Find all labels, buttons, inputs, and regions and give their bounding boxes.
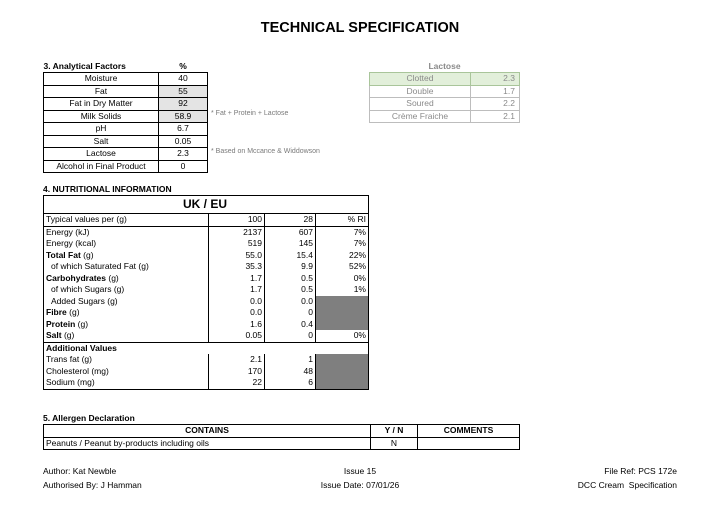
footer-author: Author: Kat Newble [43, 466, 117, 476]
nutrient-label: of which Sugars (g) [51, 284, 125, 294]
nutrient-per-portion: 0.4 [265, 319, 316, 331]
nutrient-label: Energy (kcal) [46, 238, 97, 248]
analytical-row [44, 148, 208, 161]
additional-per-100: 22 [209, 377, 265, 389]
allergen-yn: N [371, 437, 418, 450]
factor-label: Salt [44, 135, 159, 148]
lactose-row [370, 98, 520, 111]
factor-label: Milk Solids [44, 110, 159, 123]
nutrient-ri: 7% [316, 226, 369, 238]
factor-value: 0.05 [159, 135, 208, 148]
additional-row [44, 366, 369, 378]
nutrition-row [44, 250, 369, 262]
nutrient-label: Fibre [46, 307, 67, 317]
factor-value: 6.7 [159, 123, 208, 136]
nutrient-per-100: 1.6 [209, 319, 265, 331]
additional-label: Cholesterol (mg) [46, 365, 109, 376]
nutrient-per-100: 2137 [209, 226, 265, 238]
lactose-value: 2.1 [471, 110, 520, 123]
nutrient-label-cell [44, 250, 209, 262]
unit-g: (g) [108, 272, 119, 283]
factor-label: Lactose [44, 148, 159, 161]
lactose-value: 2.3 [471, 73, 520, 86]
nutrient-label: Salt [46, 330, 62, 340]
nutrition-col-header [44, 214, 369, 227]
nutrient-per-portion: 9.9 [265, 261, 316, 273]
factor-label: Fat in Dry Matter [44, 98, 159, 111]
additional-row [44, 354, 369, 366]
nutrient-per-portion: 145 [265, 238, 316, 250]
factor-label: pH [44, 123, 159, 136]
nutrient-ri: 52% [316, 261, 369, 273]
nutrient-ri-na [316, 296, 369, 308]
nutrient-ri-na [316, 319, 369, 331]
nutrient-per-100: 55.0 [209, 250, 265, 262]
additional-label: Sodium (mg) [46, 377, 95, 387]
per-100-header: 100 [209, 214, 265, 227]
lactose-note: * Based on Mccance & Widdowson [211, 148, 320, 155]
nutrient-label-cell [44, 307, 209, 319]
unit-g: (g) [83, 249, 94, 260]
nutrient-per-100: 0.05 [209, 330, 265, 342]
nutrient-per-100: 0.0 [209, 307, 265, 319]
nutrient-per-100: 1.7 [209, 273, 265, 285]
allergen-comments [418, 437, 520, 450]
additional-per-100: 2.1 [209, 354, 265, 366]
per-portion-header: 28 [265, 214, 316, 227]
lactose-name: Soured [370, 98, 471, 111]
lactose-row [370, 85, 520, 98]
typical-values-label: Typical values per (g) [44, 214, 209, 227]
nutrient-ri-na [316, 307, 369, 319]
additional-per-100: 170 [209, 366, 265, 378]
nutrient-label-cell [44, 273, 209, 285]
lactose-heading: Lactose [428, 61, 461, 71]
additional-ri-na [316, 377, 369, 389]
analytical-row [44, 73, 208, 86]
nutrition-row [44, 238, 369, 250]
nutrient-ri: 7% [316, 238, 369, 250]
additional-label: Trans fat (g) [46, 354, 92, 364]
nutrient-per-portion: 607 [265, 226, 316, 238]
analytical-unit-header: % [179, 61, 187, 71]
factor-value: 55 [159, 85, 208, 98]
factor-label: Alcohol in Final Product [44, 160, 159, 173]
lactose-row [370, 110, 520, 123]
additional-values-heading: Additional Values [44, 342, 369, 354]
nutrient-per-portion: 0 [265, 330, 316, 342]
nutrition-row [44, 330, 369, 342]
allergen-table [43, 424, 520, 450]
nutrient-per-portion: 15.4 [265, 250, 316, 262]
allergen-heading: 5. Allergen Declaration [43, 413, 135, 423]
nutrient-ri: 0% [316, 330, 369, 342]
contains-header: CONTAINS [44, 425, 371, 438]
nutrition-row [44, 319, 369, 331]
page-title: TECHNICAL SPECIFICATION [260, 20, 460, 36]
nutrient-per-100: 35.3 [209, 261, 265, 273]
lactose-value: 2.2 [471, 98, 520, 111]
nutrition-row [44, 284, 369, 296]
footer-issue-date: Issue Date: 07/01/26 [320, 480, 400, 490]
nutrition-row [44, 307, 369, 319]
allergen-item: Peanuts / Peanut by-products including oils [44, 437, 371, 450]
nutrient-per-100: 519 [209, 238, 265, 250]
nutrient-label: Total Fat [46, 249, 81, 260]
analytical-row [44, 85, 208, 98]
nutrition-row [44, 226, 369, 238]
analytical-row [44, 110, 208, 123]
additional-row [44, 377, 369, 389]
nutrition-row [44, 296, 369, 308]
nutrient-label-cell [44, 330, 209, 342]
nutrient-label: Energy (kJ) [46, 226, 90, 237]
nutrition-row [44, 273, 369, 285]
comments-header: COMMENTS [418, 425, 520, 438]
yn-header: Y / N [371, 425, 418, 438]
additional-per-portion: 1 [265, 354, 316, 366]
nutrient-per-100: 0.0 [209, 296, 265, 308]
footer-authorised: Authorised By: J Hamman [43, 480, 142, 490]
analytical-row [44, 160, 208, 173]
nutrient-per-100: 1.7 [209, 284, 265, 296]
additional-ri-na [316, 366, 369, 378]
analytical-row [44, 135, 208, 148]
factor-label: Fat [44, 85, 159, 98]
nutrition-row [44, 261, 369, 273]
nutrient-per-portion: 0.5 [265, 273, 316, 285]
allergen-header-row [44, 425, 520, 438]
lactose-value: 1.7 [471, 85, 520, 98]
nutrient-label: Added Sugars (g) [51, 295, 118, 306]
factor-value: 2.3 [159, 148, 208, 161]
unit-g: (g) [77, 318, 89, 329]
factor-value: 92 [159, 98, 208, 111]
nutrient-ri: 0% [316, 273, 369, 285]
factor-value: 0 [159, 160, 208, 173]
lactose-name: Double [370, 85, 471, 98]
analytical-heading: 3. Analytical Factors [43, 61, 126, 71]
factor-label: Moisture [44, 73, 159, 86]
factor-value: 58.9 [159, 110, 208, 123]
lactose-table [369, 60, 520, 123]
factor-value: 40 [159, 73, 208, 86]
nutrition-region: UK / EU [44, 196, 369, 214]
milk-solids-note: * Fat + Protein + Lactose [211, 110, 289, 117]
lactose-row [370, 73, 520, 86]
nutrient-per-portion: 0.5 [265, 284, 316, 296]
additional-per-portion: 48 [265, 366, 316, 378]
nutrient-label: Protein [46, 318, 76, 329]
nutrient-per-portion: 0.0 [265, 296, 316, 308]
unit-g: (g) [69, 307, 80, 317]
nutrient-label: of which Saturated Fat (g) [51, 261, 149, 271]
unit-g: (g) [63, 330, 75, 340]
lactose-name: Clotted [370, 73, 471, 86]
allergen-row [44, 437, 520, 450]
lactose-name: Crème Fraiche [370, 110, 471, 123]
analytical-row [44, 98, 208, 111]
footer-spec-name: DCC Cream Specification [577, 480, 677, 490]
analytical-factors-table [43, 60, 208, 173]
ri-header: % RI [316, 214, 369, 227]
nutrient-ri: 1% [316, 284, 369, 296]
nutrition-table [43, 195, 369, 390]
nutrient-ri: 22% [316, 250, 369, 262]
additional-values-header [44, 342, 369, 354]
analytical-row [44, 123, 208, 136]
nutrient-per-portion: 0 [265, 307, 316, 319]
nutrient-label: Carbohydrates [46, 272, 106, 283]
nutrient-label-cell [44, 319, 209, 331]
additional-ri-na [316, 354, 369, 366]
footer-file-ref: File Ref: PCS 172e [604, 466, 677, 476]
footer-issue: Issue 15 [343, 466, 377, 476]
nutrition-heading: 4. NUTRITIONAL INFORMATION [43, 184, 172, 194]
additional-per-portion: 6 [265, 377, 316, 389]
